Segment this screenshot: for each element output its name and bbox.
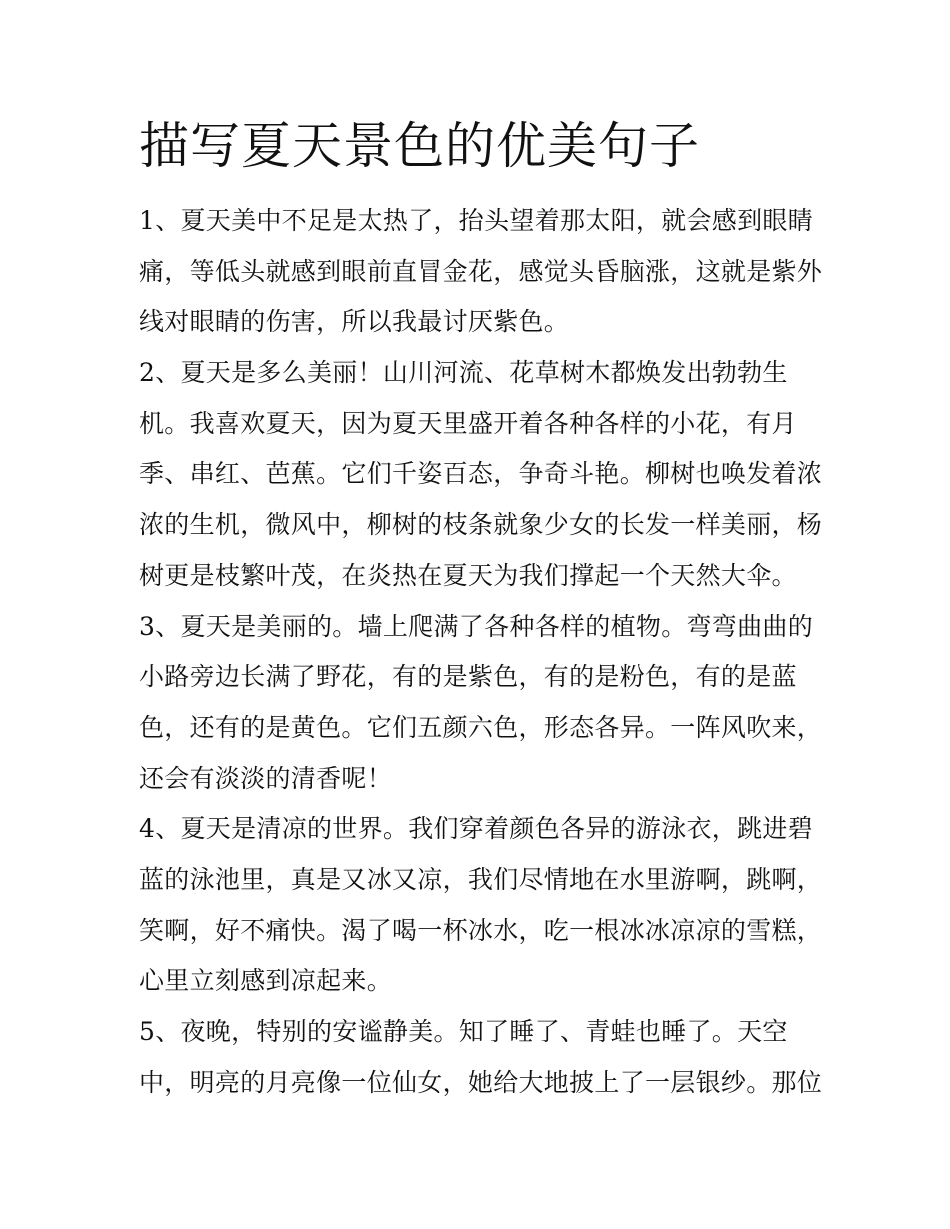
text-line: 线对眼睛的伤害，所以我最讨厌紫色。 <box>139 307 570 337</box>
text-line: 季、串红、芭蕉。它们千姿百态，争奇斗艳。柳树也唤发着浓 <box>139 459 823 489</box>
text-line: 5、夜晚，特别的安谧静美。知了睡了、青蛙也睡了。天空 <box>139 1017 788 1046</box>
text-line: 树更是枝繁叶茂，在炎热在夏天为我们撑起一个天然大伞。 <box>139 560 797 590</box>
text-line: 还会有淡淡的清香呢！ <box>139 763 393 793</box>
text-line: 浓的生机，微风中，柳树的枝条就象少女的长发一样美丽，杨 <box>139 510 823 540</box>
text-line: 3、夏天是美丽的。墙上爬满了各种各样的植物。弯弯曲曲的 <box>139 611 814 641</box>
text-line: 小路旁边长满了野花，有的是紫色，有的是粉色，有的是蓝 <box>139 662 797 692</box>
document-title: 描写夏天景色的优美句子 <box>139 117 700 175</box>
text-line: 痛，等低头就感到眼前直冒金花，感觉头昏脑涨，这就是紫外 <box>139 256 823 286</box>
text-line: 机。我喜欢夏天，因为夏天里盛开着各种各样的小花，有月 <box>139 408 797 438</box>
text-line: 蓝的泳池里，真是又冰又凉，我们尽情地在水里游啊，跳啊， <box>139 864 823 894</box>
text-line: 1、夏天美中不足是太热了，抬头望着那太阳，就会感到眼睛 <box>139 206 814 235</box>
text-line: 中，明亮的月亮像一位仙女，她给大地披上了一层银纱。那位 <box>139 1067 823 1097</box>
text-line: 笑啊，好不痛快。渴了喝一杯冰水，吃一根冰冰凉凉的雪糕， <box>139 915 823 945</box>
text-line: 色，还有的是黄色。它们五颜六色，形态各异。一阵风吹来， <box>139 712 823 742</box>
text-line: 心里立刻感到凉起来。 <box>139 966 393 996</box>
text-line: 2、夏天是多么美丽！山川河流、花草树木都焕发出勃勃生 <box>139 358 788 388</box>
document-body <box>139 196 823 1108</box>
text-line: 4、夏天是清凉的世界。我们穿着颜色各异的游泳衣，跳进碧 <box>139 814 814 844</box>
document-page <box>139 110 823 1108</box>
